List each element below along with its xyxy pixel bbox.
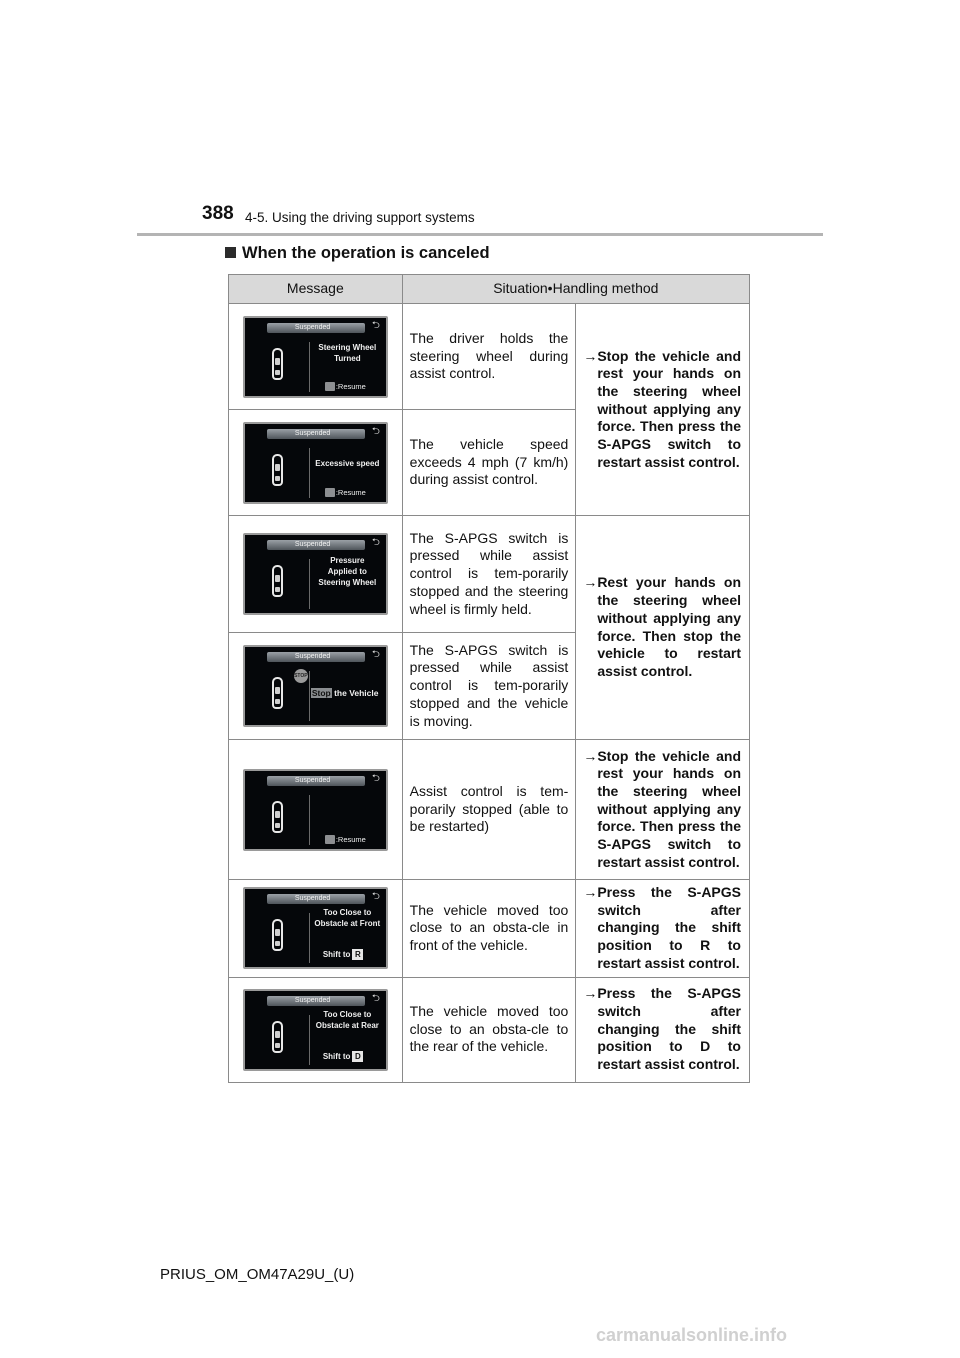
- handling-method-text: Stop the vehicle and rest your hands on the steering wheel without applying any force. Then press the S-APGS switch to restart assist control.: [597, 347, 741, 470]
- display-screen-image: [243, 989, 388, 1071]
- stop-word: Stop: [311, 688, 331, 698]
- handling-method-cell: [576, 304, 750, 516]
- stop-icon: STOP: [294, 669, 308, 683]
- apgs-switch-icon: [325, 835, 335, 844]
- gear-r-icon: R: [352, 949, 363, 960]
- handling-method-cell: [576, 977, 750, 1082]
- car-icon: [272, 801, 283, 833]
- car-icon: [272, 348, 283, 380]
- display-screen-image: [243, 769, 388, 851]
- suspended-bar: Suspended: [267, 652, 365, 662]
- shift-instruction: [323, 1051, 364, 1063]
- handling-method-text: Rest your hands on the steering wheel without applying any force. Then stop the vehicle to restart assist control.: [597, 574, 741, 679]
- handling-method-text: Stop the vehicle and rest your hands on the steering wheel without applying any force. Then press the S-APGS switch to restart assist control.: [597, 747, 741, 870]
- screen-message-line: Pressure: [330, 556, 365, 565]
- square-bullet-icon: [225, 247, 236, 258]
- apgs-switch-icon: [325, 382, 335, 391]
- divider: [309, 913, 310, 963]
- suspended-bar: Suspended: [267, 776, 365, 786]
- resume-label: :Resume: [335, 381, 366, 391]
- chapter-title: 4-5. Using the driving support systems: [245, 210, 475, 225]
- car-icon: [272, 677, 283, 709]
- watermark: carmanualsonline.info: [596, 1325, 788, 1345]
- handling-method-cell: [576, 516, 750, 740]
- gear-d-icon: D: [352, 1051, 363, 1062]
- return-icon: ⮌: [371, 425, 380, 437]
- arrow-icon: →: [583, 574, 598, 591]
- resume-hint: [325, 488, 366, 498]
- situation-cell: The vehicle speed exceeds 4 mph (7 km/h) during assist control.: [402, 410, 576, 516]
- resume-hint: [325, 382, 366, 392]
- return-icon: ⮌: [371, 319, 380, 331]
- divider: [309, 559, 310, 609]
- suspended-bar: Suspended: [267, 429, 365, 439]
- message-image-cell: [229, 410, 403, 516]
- screen-message-line: Steering Wheel: [318, 578, 377, 587]
- suspended-bar: Suspended: [267, 323, 365, 333]
- table-header-row: [229, 275, 750, 304]
- table-row: [229, 740, 750, 880]
- display-screen-image: [243, 316, 388, 398]
- divider: [309, 1015, 310, 1065]
- screen-message-line: Too Close to: [323, 908, 372, 918]
- screen-message-line: Obstacle at Front: [314, 919, 381, 929]
- arrow-icon: →: [583, 884, 598, 900]
- divider: [309, 671, 310, 721]
- screen-message: [311, 1009, 384, 1031]
- divider: [309, 795, 310, 845]
- document-id: PRIUS_OM_OM47A29U_(U): [160, 1266, 355, 1283]
- message-image-cell: [229, 977, 403, 1082]
- return-icon: ⮌: [371, 772, 380, 784]
- screen-message-line: Turned: [334, 353, 361, 363]
- situation-cell: The vehicle moved too close to an obsta-cle to the rear of the vehicle.: [402, 977, 576, 1082]
- return-icon: ⮌: [371, 649, 380, 660]
- situation-cell: Assist control is tem-porarily stopped (able to be restarted): [402, 740, 576, 880]
- header-rule: [137, 233, 823, 236]
- screen-message: [311, 688, 379, 699]
- suspended-bar: Suspended: [267, 540, 365, 550]
- arrow-icon: →: [583, 747, 598, 764]
- message-image-cell: [229, 516, 403, 633]
- arrow-icon: →: [583, 985, 598, 1002]
- table-row: [229, 516, 750, 633]
- display-screen-image: [243, 422, 388, 504]
- display-screen-image: [243, 887, 388, 969]
- handling-method-cell: [576, 880, 750, 978]
- situation-cell: The vehicle moved too close to an obsta-cle in front of the vehicle.: [402, 880, 576, 978]
- display-screen-image: [243, 645, 388, 727]
- handling-method-text: Press the S-APGS switch after changing the shift position to R to restart assist control.: [597, 884, 741, 971]
- screen-message-line: Steering Wheel: [318, 342, 377, 352]
- section-heading: [225, 244, 490, 263]
- situation-cell: The driver holds the steering wheel during assist control.: [402, 304, 576, 410]
- table-row: [229, 977, 750, 1082]
- arrow-icon: →: [583, 347, 598, 364]
- screen-message: [311, 907, 384, 929]
- stop-rest: the Vehicle: [331, 688, 379, 698]
- return-icon: ⮌: [371, 537, 380, 548]
- car-icon: [272, 565, 283, 597]
- page-number: 388: [202, 203, 234, 224]
- messages-table: [228, 274, 750, 1083]
- column-header-message: Message: [229, 275, 403, 304]
- car-icon: [272, 1021, 283, 1053]
- table-row: [229, 304, 750, 410]
- message-image-cell: [229, 740, 403, 880]
- suspended-bar: Suspended: [267, 894, 365, 904]
- apgs-switch-icon: [325, 488, 335, 497]
- resume-label: :Resume: [335, 834, 366, 844]
- shift-instruction: [323, 949, 364, 961]
- screen-message-line: Obstacle at Rear: [315, 1020, 379, 1030]
- section-heading-text: When the operation is canceled: [242, 244, 490, 262]
- message-image-cell: [229, 880, 403, 978]
- car-icon: [272, 454, 283, 486]
- situation-cell: The S-APGS switch is pressed while assist control is tem-porarily stopped and the steering wheel is firmly held.: [402, 516, 576, 633]
- resume-label: :Resume: [335, 487, 366, 497]
- situation-cell: The S-APGS switch is pressed while assist control is tem-porarily stopped and the vehicle is moving.: [402, 633, 576, 740]
- shift-label: Shift to: [322, 950, 351, 960]
- handling-method-text: Press the S-APGS switch after changing the shift position to D to restart assist control.: [597, 985, 741, 1073]
- screen-message-line: Excessive speed: [315, 458, 380, 468]
- column-header-situation: Situation•Handling method: [402, 275, 749, 304]
- divider: [309, 342, 310, 392]
- table-row: [229, 880, 750, 978]
- message-image-cell: [229, 633, 403, 740]
- divider: [309, 448, 310, 498]
- display-screen-image: [243, 533, 388, 615]
- screen-message: [311, 342, 384, 364]
- screen-message-line: Too Close to: [323, 1009, 372, 1019]
- screen-message-line: Applied to: [327, 567, 367, 576]
- return-icon: ⮌: [371, 891, 380, 903]
- suspended-bar: Suspended: [267, 996, 365, 1006]
- handling-method-cell: [576, 740, 750, 880]
- message-image-cell: [229, 304, 403, 410]
- car-icon: [272, 919, 283, 951]
- return-icon: ⮌: [371, 992, 380, 1004]
- screen-message: [311, 555, 384, 588]
- shift-label: Shift to: [322, 1051, 351, 1061]
- resume-hint: [325, 835, 366, 845]
- screen-message: [311, 458, 384, 469]
